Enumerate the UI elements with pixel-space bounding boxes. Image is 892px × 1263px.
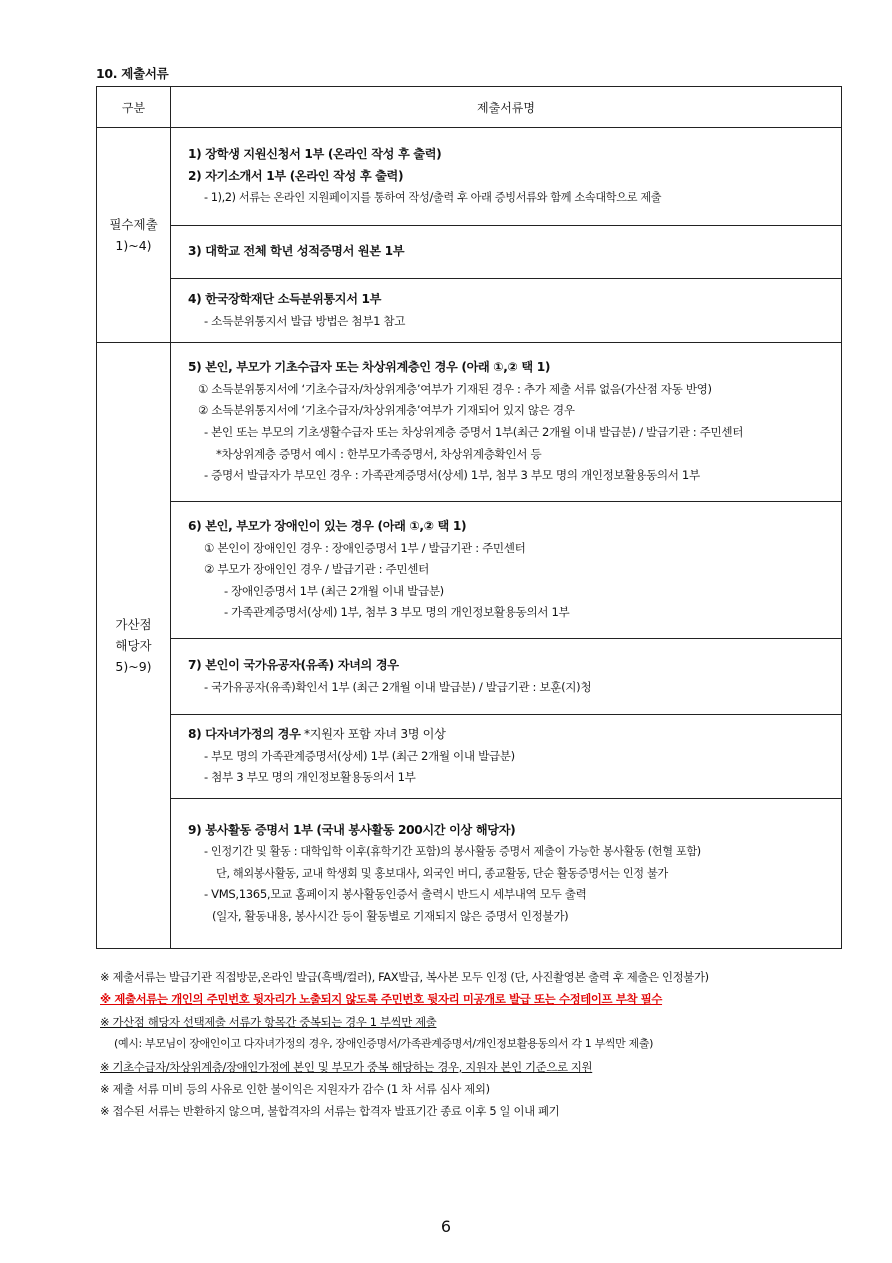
note-item: ※ 기초수급자/차상위계층/장애인가정에 본인 및 부모가 중복 해당하는 경우, 지원자 본인 기준으로 지원 [100,1059,593,1074]
document-item-detail: - 증명서 발급자가 부모인 경우 : 가족관계증명서(상세) 1부, 첨부 3 부모 명의 개인정보활용동의서 1부 [204,468,700,483]
table-row [97,639,842,715]
table-row [97,279,842,343]
note-item: ※ 접수된 서류는 반환하지 않으며, 불합격자의 서류는 합격자 발표기간 종료 이후 5 일 이내 폐기 [100,1104,560,1119]
document-item-detail: - 가족관계증명서(상세) 1부, 첨부 3 부모 명의 개인정보활용동의서 1부 [224,605,570,620]
document-item-detail: - 부모 명의 가족관계증명서(상세) 1부 (최근 2개월 이내 발급분) [204,748,515,763]
note-item: ※ 제출서류는 발급기관 직접방문,온라인 발급(흑백/컬러), FAX발급, 복사본 모두 인정 (단, 사진촬영본 출력 후 제출은 인정불가) [100,970,709,984]
document-item-cell [171,128,842,226]
document-item-title-text: 3) 대학교 전체 학년 성적증명서 원본 1부 [188,244,405,259]
document-item-cell [171,226,842,279]
document-item-detail: - 장애인증명서 1부 (최근 2개월 이내 발급분) [224,583,444,598]
document-item-title [188,144,831,166]
table-row [97,226,842,279]
document-item-title-text: 7) 본인이 국가유공자(유족) 자녀의 경우 [188,657,399,672]
note-item: (예시: 부모님이 장애인이고 다자녀가정의 경우, 장애인증명서/가족관계증명서/개인정보활용동의서 각 1 부씩만 제출) [114,1037,654,1051]
note-item: ※ 제출 서류 미비 등의 사유로 인한 불이익은 지원자가 감수 (1 차 서류 심사 제외) [100,1082,490,1097]
table-body [97,128,842,949]
document-item-detail: *차상위계층 증명서 예시 : 한부모가족증명서, 차상위계층확인서 등 [216,446,542,461]
document-item-title-text: 6) 본인, 부모가 장애인이 있는 경우 (아래 ①,② 택 1) [188,519,467,534]
document-item-detail: - 국가유공자(유족)확인서 1부 (최근 2개월 이내 발급분) / 발급기관 : 보훈(지)청 [204,679,592,694]
document-item-title-note: *지원자 포함 자녀 3명 이상 [300,727,446,742]
document-item-detail: - 본인 또는 부모의 기초생활수급자 또는 차상위계층 증명서 1부(최근 2개월 이내 발급분) / 발급기관 : 주민센터 [204,425,744,439]
document-item-detail: - 1),2) 서류는 온라인 지원페이지를 통하여 작성/출력 후 아래 증빙서류와 함께 소속대학으로 제출 [204,191,662,205]
table-header-row [97,87,842,128]
table-row [97,799,842,949]
table-row [97,343,842,502]
document-item-title [188,241,831,263]
document-item-title-text: 4) 한국장학재단 소득분위통지서 1부 [188,291,382,306]
document-item-detail: 단, 해외봉사활동, 교내 학생회 및 홍보대사, 외국인 버디, 종교활동, 단순 활동증명서는 인정 불가 [216,866,668,880]
document-item-cell [171,639,842,715]
document-item-cell [171,279,842,343]
document-item-detail: (일자, 활동내용, 봉사시간 등이 활동별로 기재되지 않은 증명서 인정불가) [212,908,569,923]
document-item-title-text: 9) 봉사활동 증명서 1부 (국내 봉사활동 200시간 이상 해당자) [188,822,516,837]
note-item: ※ 가산점 해당자 선택제출 서류가 항목간 중복되는 경우 1 부씩만 제출 [100,1014,437,1029]
table-row [97,715,842,799]
notes-list [100,966,840,1123]
document-item-title-text: 2) 자기소개서 1부 (온라인 작성 후 출력) [188,168,404,183]
documents-table [96,86,842,949]
document-item-title-text: 8) 다자녀가정의 경우 [188,727,301,742]
document-item-title [188,166,831,188]
header-documents: 제출서류명 [171,87,842,128]
note-item: ※ 제출서류는 개인의 주민번호 뒷자리가 노출되지 않도록 주민번호 뒷자리 미공개로 발급 또는 수정테이프 부착 필수 [100,992,663,1007]
document-item-detail: - 소득분위통지서 발급 방법은 첨부1 참고 [204,313,406,328]
document-item-detail: ① 본인이 장애인인 경우 : 장애인증명서 1부 / 발급기관 : 주민센터 [204,540,526,555]
document-item-title [188,724,831,746]
table-row [97,502,842,639]
document-item-title-text: 1) 장학생 지원신청서 1부 (온라인 작성 후 출력) [188,147,442,162]
document-item-detail: ① 소득분위통지서에 ‘기초수급자/차상위계층’여부가 기재된 경우 : 추가 제출 서류 없음(가산점 자동 반영) [198,381,712,396]
document-item-title [188,655,831,677]
section-title: 10. 제출서류 [96,66,169,81]
document-item-detail: - VMS,1365,모교 홈페이지 봉사활동인증서 출력시 반드시 세부내역 모두 출력 [204,887,587,902]
document-item-title [188,357,831,379]
document-item-title [188,516,831,538]
document-item-detail: - 첨부 3 부모 명의 개인정보활용동의서 1부 [204,770,416,785]
document-item-title [188,820,831,842]
header-category: 구분 [97,87,171,128]
document-item-title [188,289,831,311]
table-row [97,128,842,226]
document-item-detail: ② 소득분위통지서에 ‘기초수급자/차상위계층’여부가 기재되어 있지 않은 경우 [198,403,575,418]
document-item-cell [171,343,842,502]
document-item-cell [171,502,842,639]
page-number: 6 [440,1217,452,1236]
document-item-detail: ② 부모가 장애인인 경우 / 발급기관 : 주민센터 [204,562,429,577]
category-cell: 가산점 해당자 5)~9) [97,343,171,949]
category-cell: 필수제출 1)~4) [97,128,171,343]
document-item-title-text: 5) 본인, 부모가 기초수급자 또는 차상위계층인 경우 (아래 ①,② 택 1) [188,360,551,375]
document-item-detail: - 인정기간 및 활동 : 대학입학 이후(휴학기간 포함)의 봉사활동 증명서 제출이 가능한 봉사활동 (헌혈 포함) [204,845,701,859]
document-item-cell [171,799,842,949]
document-item-cell [171,715,842,799]
